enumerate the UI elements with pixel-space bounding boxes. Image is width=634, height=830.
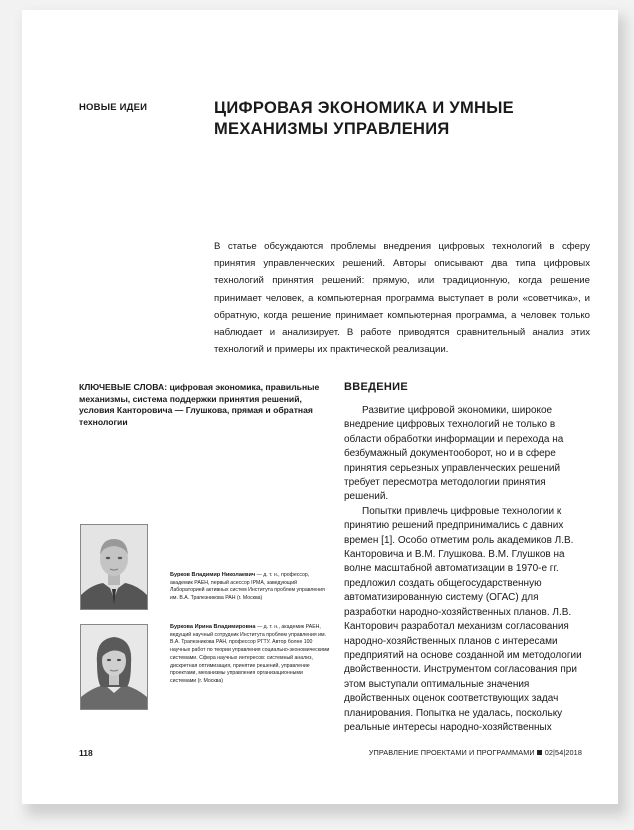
author-bio: — д. т. н., академик РАЕН, ведущий научный сотрудник Института проблем управления им. В.А. Трапезникова РАН, профессор РГТУ. Автор более 100 научных работ по теории управления социально-экономическими системами. Сфера научных интересов: системный анализ, дискретная оптимизация, принятие решений, управление проектами, механизмы управления организационными системами (г. Москва)	[170, 624, 330, 684]
intro-paragraph: Попытки привлечь цифровые технологии к принятию решений предпринимались с давних времен [1]. Особо отметим роль академиков Л.В. Канторовича и В.М. Глушкова. В.М. Глушков на волне масштабной автоматизации в 1970-е гг. предложил создать общегосударственную автоматизированную систему (ОГАС) для разработки народно-хозяйственных планов. Л.В. Канторович разработал механизм согласования народно-хозяйственных планов с интересами предприятий на основе созданной им методологии двойственности. Инструментом согласования при этом выступали оптимальные значения двойственных оценок соответствующих задач планирования. Попытка не удалась, поскольку реальные интересы народно-хозяйственных	[344, 505, 582, 733]
author-photo-burkova	[80, 624, 148, 710]
page-number: 118	[79, 748, 93, 758]
journal-page	[22, 10, 618, 804]
intro-body	[344, 404, 584, 735]
intro-heading: ВВЕДЕНИЕ	[344, 381, 408, 393]
author-name: Бурков Владимир Николаевич	[170, 572, 256, 578]
author-info-burkov	[170, 572, 330, 603]
keywords: КЛЮЧЕВЫЕ СЛОВА: цифровая экономика, правильные механизмы, система поддержки принятия решений, условия Канторовича — Глушкова, прямая и обратная технологии	[79, 382, 320, 427]
author-bio: — д. т. н., профессор, академик РАЕН, первый асессор IPMA, заведующий Лабораторией активных систем Института проблем управления им. В.А. Трапезникова РАН (г. Москва)	[170, 572, 325, 602]
author-photo-burkov	[80, 524, 148, 610]
author-name: Буркова Ирина Владимировна	[170, 624, 256, 630]
article-title: ЦИФРОВАЯ ЭКОНОМИКА И УМНЫЕ МЕХАНИЗМЫ УПРАВЛЕНИЯ	[214, 99, 514, 138]
journal-name: УПРАВЛЕНИЕ ПРОЕКТАМИ И ПРОГРАММАМИ	[368, 748, 535, 757]
section-tag: НОВЫЕ ИДЕИ	[79, 102, 148, 113]
journal-footer	[369, 748, 582, 757]
author-info-burkova	[170, 624, 330, 686]
intro-paragraph: Развитие цифровой экономики, широкое внедрение цифровых технологий не только в области обработки информации и перехода на безбумажный документооборот, но и в сфере принятия серьезных управленческих решений требует пересмотра методологии принятия решений.	[344, 405, 564, 503]
journal-issue: 02|54|2018	[544, 748, 582, 757]
square-separator-icon	[537, 750, 542, 755]
abstract: В статье обсуждаются проблемы внедрения цифровых технологий в сферу принятия управленческих решений. Авторы описывают два типа цифровых технологий принятия решений: прямую, или традиционную, когда решение принимает человек, а компьютерная программа выступает в роли «советчика», и обратную, когда решение принимает компьютерная программа, а человек только наблюдает и анализирует. В работе приводятся сравнительный анализ этих технологий и примеры их практической реализации.	[214, 241, 590, 356]
